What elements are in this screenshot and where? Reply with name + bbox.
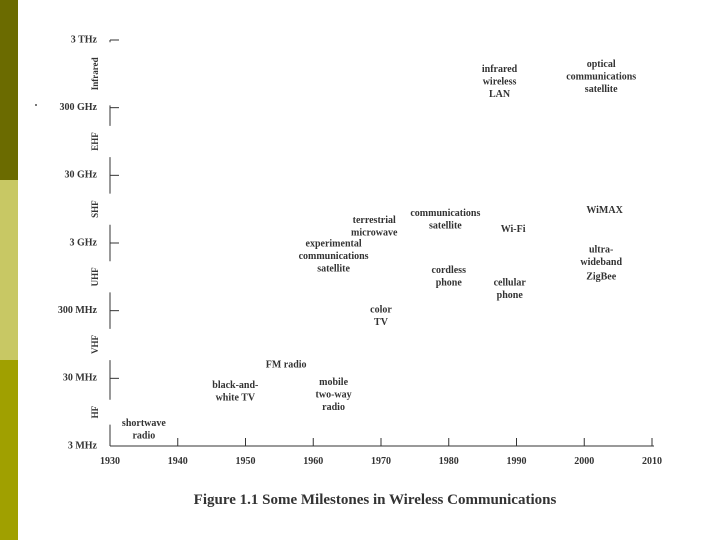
milestone-label-line: communications [298, 250, 369, 262]
y-tick-label: 30 MHz [62, 372, 97, 384]
milestone-label [580, 245, 622, 268]
milestone-label-line: cordless [431, 265, 466, 277]
x-tick-label: 1990 [506, 456, 527, 467]
y-tick-label: 3 GHz [69, 237, 97, 249]
milestone-label-line: wireless [482, 76, 517, 88]
milestone-label-line: wideband [580, 257, 623, 269]
band-label: VHF [90, 335, 101, 354]
band-label: HF [90, 405, 101, 419]
x-tick-label: 1980 [438, 456, 459, 467]
milestone-label-line: two-way [315, 389, 352, 401]
milestone-label [494, 278, 527, 302]
x-tick-label: 1940 [167, 456, 188, 467]
milestone-label [351, 215, 398, 239]
milestone-label-line: white TV [215, 392, 256, 404]
milestone-label-line: cellular [493, 277, 526, 289]
milestone-label-line: microwave [350, 227, 398, 239]
milestone-label-line: Wi-Fi [500, 223, 526, 235]
milestone-label [266, 359, 307, 370]
milestone-label-line: WiMAX [586, 205, 623, 217]
milestone-label-line: radio [322, 401, 345, 413]
milestone-label-line: mobile [319, 376, 349, 388]
milestone-label [122, 418, 166, 442]
milestone-label [432, 265, 467, 289]
milestone-label-line: communications [566, 71, 637, 83]
milestone-label-line: infrared [481, 64, 518, 76]
milestone-label-line: satellite [428, 220, 462, 232]
milestone-label-line: color [370, 304, 392, 316]
milestone-label-line: black-and- [212, 379, 259, 391]
x-tick-label: 1970 [371, 456, 391, 467]
y-tick-label: 3 MHz [67, 440, 97, 452]
milestone-label-line: FM radio [265, 359, 307, 371]
milestone-label [482, 64, 518, 100]
milestone-label-line: TV [374, 317, 388, 329]
band-label: SHF [90, 200, 101, 218]
milestone-label-line: terrestrial [352, 214, 396, 226]
milestone-label-line: satellite [317, 263, 350, 275]
y-tick-label: 30 GHz [64, 169, 97, 181]
y-tick-label: 300 MHz [57, 304, 97, 316]
milestone-label [586, 205, 623, 216]
milestone-label-line: experimental [305, 238, 362, 250]
milestone-label-line: radio [132, 430, 156, 442]
milestone-label [299, 238, 369, 274]
milestone-label [501, 224, 526, 235]
milestone-label-line: shortwave [121, 417, 166, 429]
x-tick-label: 1960 [303, 456, 324, 467]
x-tick-label: 2000 [574, 456, 595, 467]
milestone-label-line: ZigBee [586, 271, 617, 283]
milestone-label [410, 208, 480, 232]
milestone-label [370, 305, 392, 329]
milestone-label-line: satellite [584, 83, 618, 95]
milestone-label-line: ultra- [588, 244, 614, 256]
band-label: UHF [90, 267, 101, 287]
milestone-label-line: phone [496, 290, 523, 302]
milestone-label [586, 271, 617, 282]
milestone-label-line: phone [435, 277, 462, 289]
milestone-label-line: LAN [489, 89, 511, 101]
x-tick-label: 1930 [100, 456, 120, 467]
x-tick-label: 1950 [235, 456, 256, 467]
milestone-label-line: communications [410, 207, 481, 219]
band-label: Infrared [90, 57, 101, 91]
band-label: EHF [90, 132, 101, 151]
milestone-label [566, 59, 636, 95]
milestone-label-line: optical [586, 58, 616, 70]
milestone-label [212, 380, 258, 404]
y-tick-label: 3 THz [70, 34, 97, 46]
y-tick-label: 300 GHz [59, 101, 97, 113]
milestone-label [316, 377, 352, 413]
figure-caption: Figure 1.1 Some Milestones in Wireless Communications [193, 492, 557, 508]
x-tick-label: 2010 [642, 456, 662, 467]
